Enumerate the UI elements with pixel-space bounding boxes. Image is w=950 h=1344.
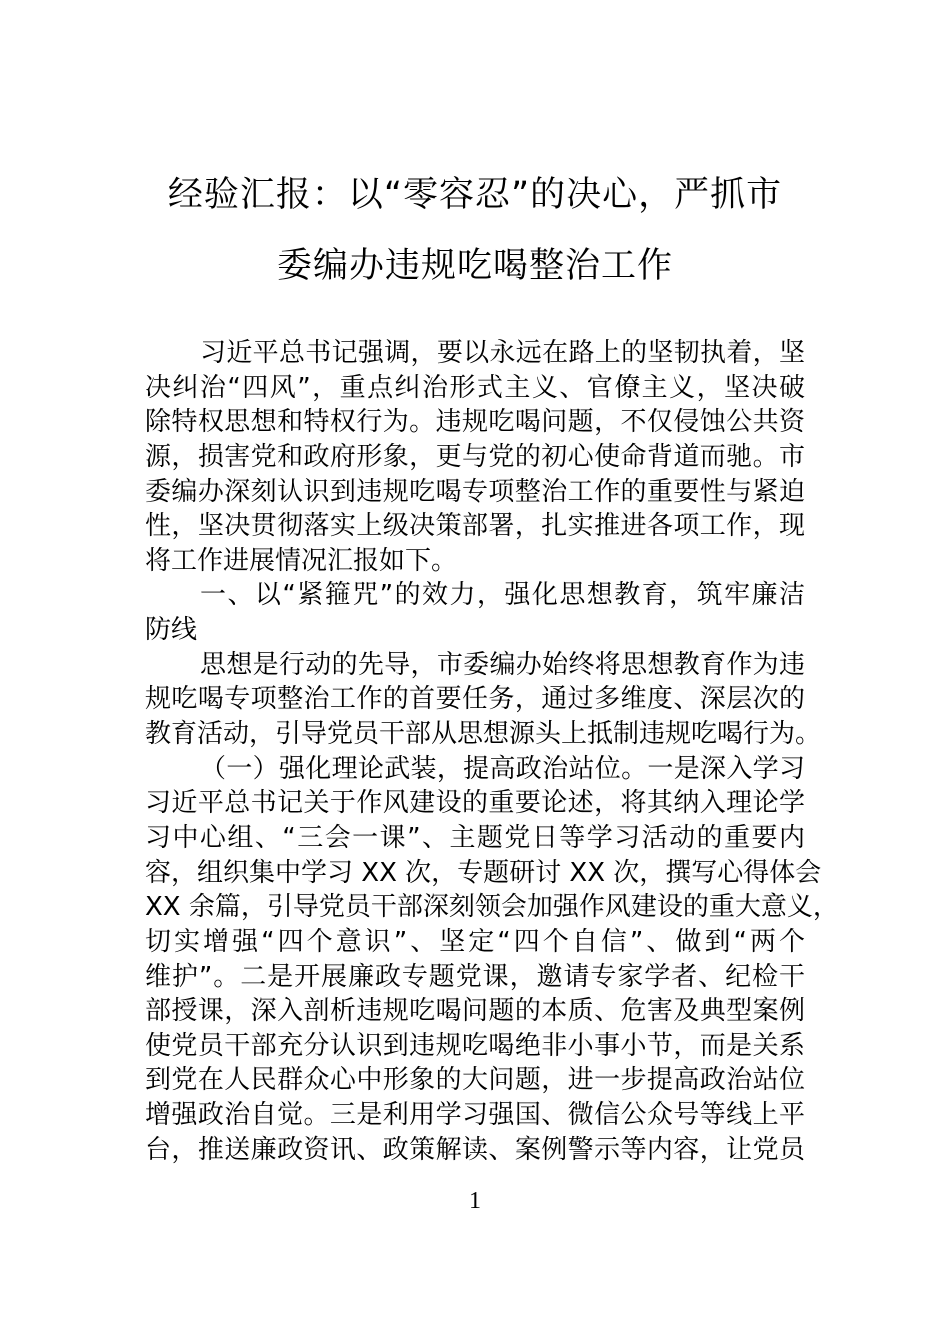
section-heading <box>145 578 805 647</box>
text-line: 委编办深刻认识到违规吃喝专项整治工作的重要性与紧迫 <box>145 476 805 507</box>
text-line: 防线 <box>145 615 198 646</box>
text-line: 习近平总书记关于作风建设的重要论述，将其纳入理论学 <box>145 788 805 819</box>
page-number: 1 <box>469 1188 481 1214</box>
text-line: 维护”。二是开展廉政专题党课，邀请专家学者、纪检干 <box>145 961 805 992</box>
document-body <box>145 336 839 1167</box>
paragraph <box>145 336 805 578</box>
text-line: 性，坚决贯彻落实上级决策部署，扎实推进各项工作，现 <box>145 511 805 542</box>
text-line: 切实增强“四个意识”、坚定“四个自信”、做到“两个 <box>145 926 805 957</box>
document-title-line-2: 委编办违规吃喝整治工作 <box>276 246 673 286</box>
text-line: 将工作进展情况汇报如下。 <box>145 545 458 576</box>
text-line: （一）强化理论武装，提高政治站位。一是深入学习 <box>200 753 805 784</box>
text-line: 容，组织集中学习 XX 次，专题研讨 XX 次，撰写心得体会 <box>145 857 822 888</box>
text-line: 使党员干部充分认识到违规吃喝绝非小事小节，而是关系 <box>145 1030 805 1061</box>
paragraph <box>145 648 822 752</box>
text-line: 思想是行动的先导，市委编办始终将思想教育作为违 <box>200 649 805 680</box>
text-line: 习近平总书记强调，要以永远在路上的坚韧执着，坚 <box>200 338 805 368</box>
document-title-line-1: 经验汇报：以“零容忍”的决心，严抓市 <box>167 175 783 215</box>
text-line: 源，损害党和政府形象，更与党的初心使命背道而驰。市 <box>145 441 805 472</box>
text-line: XX 余篇，引导党员干部深刻领会加强作风建设的重大意义， <box>145 892 839 923</box>
text-line: 教育活动，引导党员干部从思想源头上抵制违规吃喝行为。 <box>145 719 822 750</box>
text-line: 增强政治自觉。三是利用学习强国、微信公众号等线上平 <box>145 1100 805 1131</box>
text-line: 除特权思想和特权行为。违规吃喝问题，不仅侵蚀公共资 <box>145 407 805 438</box>
text-line: 台，推送廉政资讯、政策解读、案例警示等内容，让党员 <box>145 1134 805 1165</box>
paragraph <box>145 752 839 1168</box>
text-line: 规吃喝专项整治工作的首要任务，通过多维度、深层次的 <box>145 684 805 715</box>
text-line: 一、以“紧箍咒”的效力，强化思想教育，筑牢廉洁 <box>200 580 805 611</box>
text-line: 习中心组、“三会一课”、主题党日等学习活动的重要内 <box>145 822 805 853</box>
text-line: 部授课，深入剖析违规吃喝问题的本质、危害及典型案例 <box>145 996 805 1027</box>
text-line: 决纠治“四风”，重点纠治形式主义、官僚主义，坚决破 <box>145 372 805 403</box>
text-line: 到党在人民群众心中形象的大问题，进一步提高政治站位 <box>145 1065 805 1096</box>
